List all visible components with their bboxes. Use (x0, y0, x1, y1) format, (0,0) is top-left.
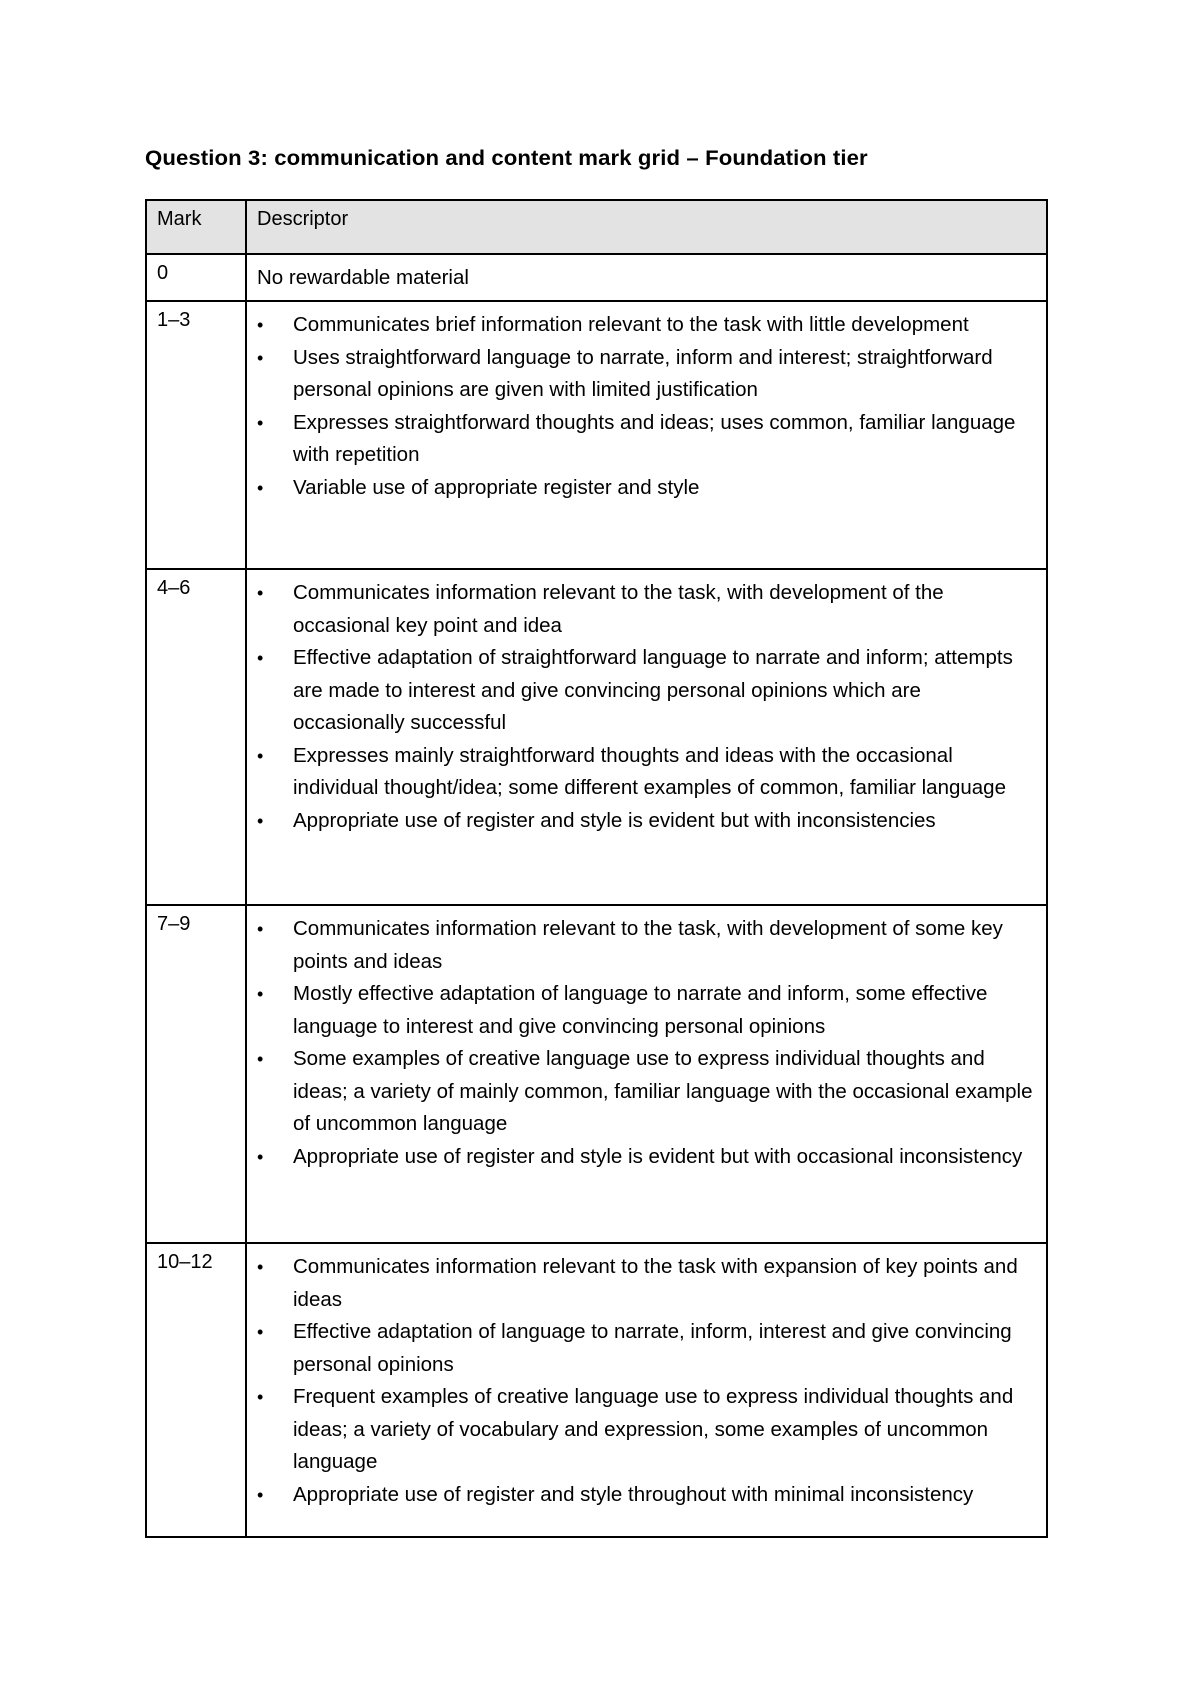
table-header-row (146, 200, 1047, 254)
descriptor-cell (246, 569, 1047, 905)
descriptor-bullet: • Appropriate use of register and style is evident but with occasional inconsistency (257, 1141, 1036, 1174)
descriptor-bullet-list (257, 1251, 1036, 1511)
descriptor-bullet: • Appropriate use of register and style throughout with minimal inconsistency (257, 1479, 1036, 1512)
descriptor-bullet: • Uses straightforward language to narrate, inform and interest; straightforward personal opinions are given with limited justification (257, 342, 1036, 407)
descriptor-bullet: • Mostly effective adaptation of language to narrate and inform, some effective language to interest and give convincing personal opinions (257, 978, 1036, 1043)
descriptor-bullet: • Communicates information relevant to the task, with development of some key points and ideas (257, 913, 1036, 978)
descriptor-bullet: • Expresses straightforward thoughts and ideas; uses common, familiar language with repetition (257, 407, 1036, 472)
mark-cell: 7–9 (146, 905, 246, 1243)
mark-column-header: Mark (146, 200, 246, 254)
descriptor-bullet-list (257, 913, 1036, 1173)
mark-cell: 4–6 (146, 569, 246, 905)
descriptor-bullet: • Variable use of appropriate register and style (257, 472, 1036, 505)
descriptor-cell: No rewardable material (246, 254, 1047, 301)
table-row (146, 1243, 1047, 1537)
descriptor-bullet-list (257, 577, 1036, 837)
descriptor-cell (246, 301, 1047, 569)
mark-cell: 1–3 (146, 301, 246, 569)
descriptor-bullet: • Expresses mainly straightforward thoughts and ideas with the occasional individual thought/idea; some different examples of common, familiar language (257, 740, 1036, 805)
table-row (146, 301, 1047, 569)
descriptor-bullet: • Some examples of creative language use to express individual thoughts and ideas; a variety of mainly common, familiar language with the occasional example of uncommon language (257, 1043, 1036, 1141)
table-row (146, 254, 1047, 301)
page-title: Question 3: communication and content mark grid – Foundation tier (145, 146, 868, 170)
descriptor-cell (246, 1243, 1047, 1537)
mark-grid-table (145, 199, 1048, 1538)
descriptor-bullet: • Communicates information relevant to the task, with development of the occasional key point and idea (257, 577, 1036, 642)
table-row (146, 905, 1047, 1243)
descriptor-bullet: • Appropriate use of register and style is evident but with inconsistencies (257, 805, 1036, 838)
table-row (146, 569, 1047, 905)
descriptor-bullet: • Effective adaptation of language to narrate, inform, interest and give convincing personal opinions (257, 1316, 1036, 1381)
descriptor-cell (246, 905, 1047, 1243)
mark-cell: 0 (146, 254, 246, 301)
descriptor-bullet: • Communicates brief information relevant to the task with little development (257, 309, 1036, 342)
mark-cell: 10–12 (146, 1243, 246, 1537)
descriptor-bullet: • Frequent examples of creative language use to express individual thoughts and ideas; a variety of vocabulary and expression, some examples of uncommon language (257, 1381, 1036, 1479)
descriptor-bullet-list (257, 309, 1036, 504)
descriptor-column-header: Descriptor (246, 200, 1047, 254)
descriptor-bullet: • Communicates information relevant to the task with expansion of key points and ideas (257, 1251, 1036, 1316)
descriptor-bullet: • Effective adaptation of straightforward language to narrate and inform; attempts are made to interest and give convincing personal opinions which are occasionally successful (257, 642, 1036, 740)
